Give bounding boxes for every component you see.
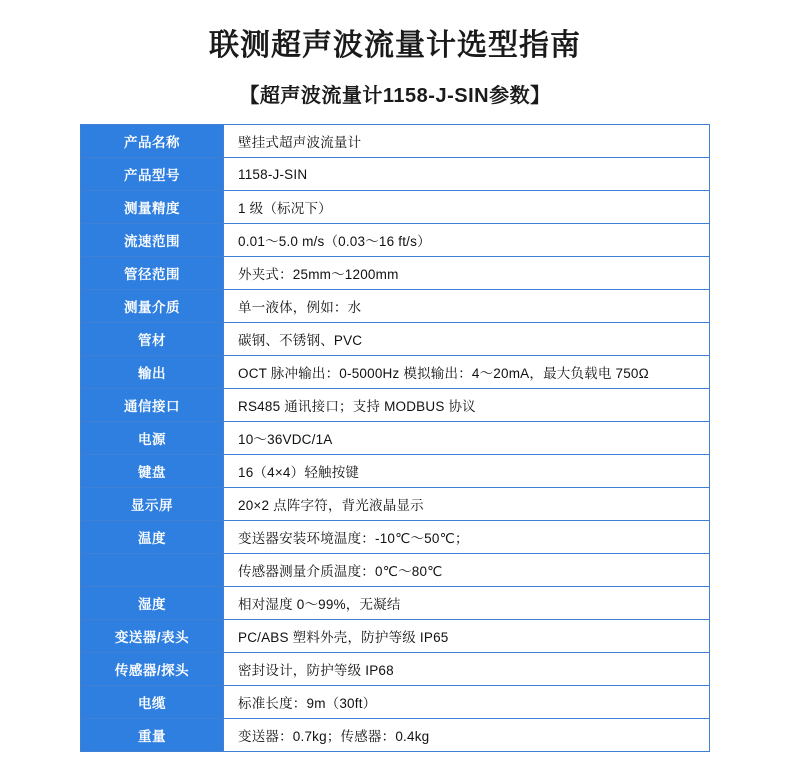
row-label: 重量: [81, 719, 224, 752]
table-row: [81, 224, 710, 257]
table-row: [81, 719, 710, 752]
table-row: [81, 521, 710, 554]
row-value: 变送器安装环境温度：-10℃～50℃；: [224, 521, 710, 554]
table-row: [81, 587, 710, 620]
table-row: [81, 488, 710, 521]
row-value: 外夹式：25mm～1200mm: [224, 257, 710, 290]
row-value: PC/ABS 塑料外壳，防护等级 IP65: [224, 620, 710, 653]
row-label: 产品型号: [81, 158, 224, 191]
row-value: 16（4×4）轻触按键: [224, 455, 710, 488]
row-label: 管径范围: [81, 257, 224, 290]
row-label: 显示屏: [81, 488, 224, 521]
row-value: 单一液体，例如：水: [224, 290, 710, 323]
table-row: [81, 422, 710, 455]
row-label: 传感器/探头: [81, 653, 224, 686]
row-label: 通信接口: [81, 389, 224, 422]
table-row: [81, 158, 710, 191]
row-value: 相对湿度 0～99%，无凝结: [224, 587, 710, 620]
spec-table-container: [80, 124, 710, 752]
row-label: 输出: [81, 356, 224, 389]
row-label-empty: [81, 554, 224, 587]
row-label: 键盘: [81, 455, 224, 488]
table-row: [81, 389, 710, 422]
row-label: 变送器/表头: [81, 620, 224, 653]
table-row: [81, 653, 710, 686]
row-value: 标准长度：9m（30ft）: [224, 686, 710, 719]
row-label: 测量介质: [81, 290, 224, 323]
table-row: [81, 191, 710, 224]
row-value: OCT 脉冲输出：0-5000Hz 模拟输出：4～20mA，最大负载电 750Ω: [224, 356, 710, 389]
row-value: 20×2 点阵字符，背光液晶显示: [224, 488, 710, 521]
table-row: [81, 686, 710, 719]
table-row: [81, 455, 710, 488]
row-value: 碳钢、不锈钢、PVC: [224, 323, 710, 356]
row-value: 传感器测量介质温度：0℃～80℃: [224, 554, 710, 587]
row-value: 密封设计，防护等级 IP68: [224, 653, 710, 686]
table-row: [81, 356, 710, 389]
spec-table-body: [81, 125, 710, 752]
row-value: 0.01～5.0 m/s（0.03～16 ft/s）: [224, 224, 710, 257]
row-value: 1 级（标况下）: [224, 191, 710, 224]
row-label: 产品名称: [81, 125, 224, 158]
row-label: 湿度: [81, 587, 224, 620]
row-value: 壁挂式超声波流量计: [224, 125, 710, 158]
row-label: 电缆: [81, 686, 224, 719]
spec-table: [80, 124, 710, 752]
table-row: [81, 125, 710, 158]
table-row: [81, 323, 710, 356]
row-label: 测量精度: [81, 191, 224, 224]
row-value: 1158-J-SIN: [224, 158, 710, 191]
page-title: 联测超声波流量计选型指南: [209, 29, 581, 62]
table-row: [81, 290, 710, 323]
table-row: [81, 620, 710, 653]
row-value: 变送器：0.7kg；传感器：0.4kg: [224, 719, 710, 752]
row-label: 管材: [81, 323, 224, 356]
page-subtitle: 【超声波流量计1158-J-SIN参数】: [239, 85, 551, 107]
row-label: 温度: [81, 521, 224, 554]
table-row: [81, 554, 710, 587]
row-value: RS485 通讯接口；支持 MODBUS 协议: [224, 389, 710, 422]
row-value: 10～36VDC/1A: [224, 422, 710, 455]
row-label: 流速范围: [81, 224, 224, 257]
row-label: 电源: [81, 422, 224, 455]
table-row: [81, 257, 710, 290]
